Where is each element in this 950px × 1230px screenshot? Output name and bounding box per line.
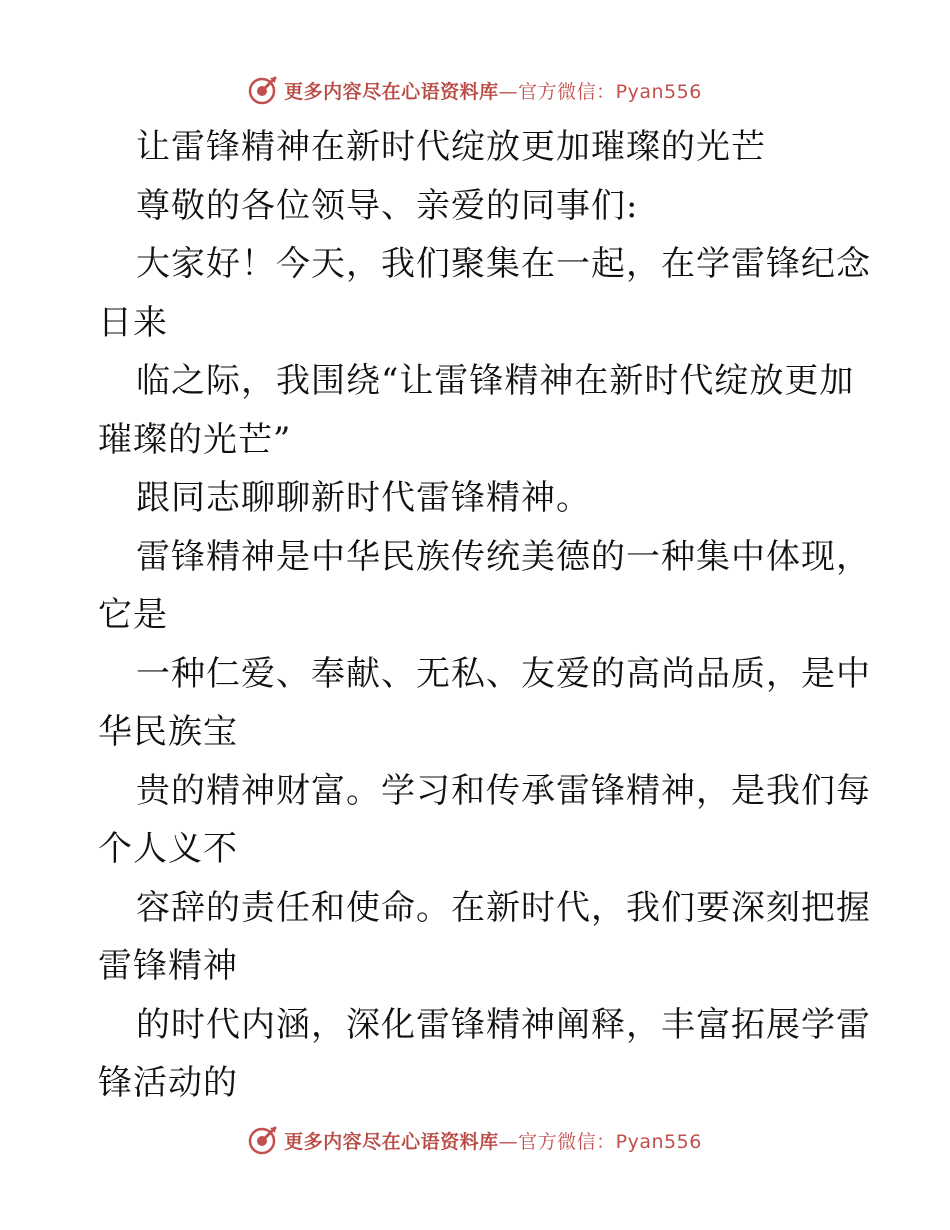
banner-inner xyxy=(248,75,702,105)
footer-banner xyxy=(0,1120,950,1160)
text-line: 一种仁爱、奉献、无私、友爱的高尚品质，是中 xyxy=(136,653,871,694)
text-line: 璀璨的光芒” xyxy=(98,419,292,460)
text-line: 锋活动的 xyxy=(98,1063,238,1103)
banner-text xyxy=(284,77,702,104)
text-line: 贵的精神财富。学习和传承雷锋精神，是我们每 xyxy=(136,770,871,811)
pen-nib-logo-icon xyxy=(248,1125,278,1155)
banner-dash: — xyxy=(498,80,519,103)
banner-site-text: 更多内容尽在心语资料库 xyxy=(284,1130,499,1153)
text-line: 容辞的责任和使命。在新时代，我们要深刻把握 xyxy=(136,887,871,928)
text-line: 临之际，我围绕“让雷锋精神在新时代绽放更加 xyxy=(136,361,855,401)
text-line: 日来 xyxy=(98,302,168,343)
text-line: 的时代内涵，深化雷锋精神阐释，丰富拓展学雷 xyxy=(136,1004,871,1045)
banner-dash: — xyxy=(498,1130,519,1153)
banner-site-text: 更多内容尽在心语资料库 xyxy=(284,80,499,103)
text-line: 个人义不 xyxy=(98,829,238,869)
pen-nib-logo-icon xyxy=(248,75,278,105)
banner-wechat-text: 官方微信：Pyan556 xyxy=(518,1130,702,1153)
text-line: 大家好！今天，我们聚集在一起，在学雷锋纪念 xyxy=(136,244,871,284)
text-line: 它是 xyxy=(98,595,168,635)
text-line: 尊敬的各位领导、亲爱的同事们: xyxy=(136,185,639,226)
header-banner xyxy=(0,70,950,110)
document-body xyxy=(98,118,871,1113)
banner-text xyxy=(284,1127,702,1154)
text-line: 华民族宝 xyxy=(98,712,238,752)
text-line: 跟同志聊聊新时代雷锋精神。 xyxy=(136,478,591,518)
text-line: 让雷锋精神在新时代绽放更加璀璨的光芒 xyxy=(136,127,766,167)
text-line: 雷锋精神是中华民族传统美德的一种集中体现， xyxy=(136,536,871,577)
banner-inner xyxy=(248,1125,702,1155)
banner-wechat-text: 官方微信：Pyan556 xyxy=(518,80,702,103)
text-line: 雷锋精神 xyxy=(98,946,238,986)
